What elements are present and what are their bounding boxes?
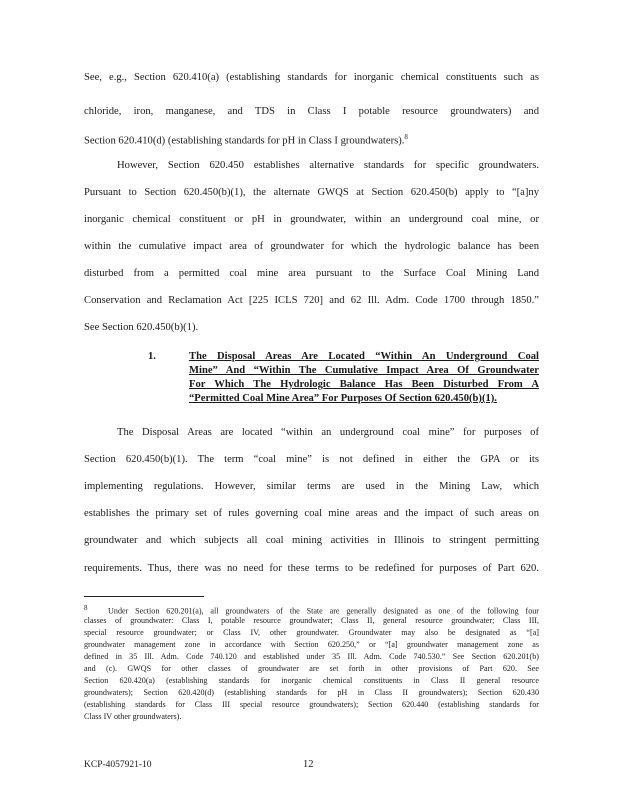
- body-line-3-text: Section 620.410(d) (establishing standards for pH in Class I groundwaters).: [84, 135, 405, 147]
- heading-line-3: [189, 379, 539, 390]
- body-line-8: disturbed from a permitted coal mine area pursuant to the Surface Coal Mining Land: [84, 268, 539, 279]
- footnote-line-6: and (c). GWQS for other classes of groundwater are set forth in other provisions of Part 620. See: [84, 664, 539, 673]
- footnote-line-4: groundwater management zone in accordance with Section 620.250,” or “[a] groundwater management zone as: [84, 640, 539, 649]
- heading-line-2-text: Mine” And “Within The Cumulative Impact Area Of Groundwater: [189, 365, 539, 376]
- body-line-6: inorganic chemical constituent or pH in groundwater, within an underground coal mine, or: [84, 214, 539, 225]
- footnote-marker: 8: [404, 133, 408, 141]
- heading-line-4-text: “Permitted Coal Mine Area” For Purposes Of Section 620.450(b)(1).: [189, 393, 497, 404]
- footnote-line-7: Section 620.420(a) (establishing standards for inorganic chemical constituents in Class II general resource: [84, 676, 539, 685]
- heading-line-4: [189, 393, 539, 404]
- body-line-4: However, Section 620.450 establishes alternative standards for specific groundwaters.: [117, 160, 539, 171]
- heading-line-2: [189, 365, 539, 376]
- body2-line-6: requirements. Thus, there was no need for these terms to be redefined for purposes of Part 620.: [84, 563, 539, 574]
- footnote-line-9: (establishing standards for Class III special resource groundwaters); Section 620.440 (establishing standards for: [84, 700, 539, 709]
- footnote-number: 8: [84, 604, 88, 612]
- footnote-line-8: groundwaters); Section 620.420(d) (establishing standards for pH in Class II groundwaters); Section 620.430: [84, 688, 539, 697]
- body2-line-3: implementing regulations. However, similar terms are used in the Mining Law, which: [84, 481, 539, 492]
- body-line-10: See Section 620.450(b)(1).: [84, 322, 199, 333]
- heading-line-1: [189, 351, 539, 362]
- body-line-3: [84, 133, 539, 147]
- footnote-line-2: classes of groundwater: Class I, potable resource groundwater; Class II, general resource groundwater; Class III,: [84, 616, 539, 625]
- footnote-line-3: special resource groundwater; or Class IV, other groundwater. Groundwater may also be designated as “[a]: [84, 628, 539, 637]
- body2-line-4: establishes the primary set of rules governing coal mine areas and the impact of such areas on: [84, 508, 539, 519]
- footnote-line-1-text: Under Section 620.201(a), all groundwaters of the State are generally designated as one of the following four: [108, 606, 539, 616]
- body2-line-5: groundwater and which subjects all coal mining activities in Illinois to stringent permitting: [84, 535, 539, 546]
- body2-line-1: The Disposal Areas are located “within an underground coal mine” for purposes of: [117, 427, 539, 438]
- body-line-7: within the cumulative impact area of groundwater for which the hydrologic balance has been: [84, 241, 539, 252]
- body-line-2: chloride, iron, manganese, and TDS in Class I potable resource groundwaters) and: [84, 106, 539, 117]
- heading-line-1-text: The Disposal Areas Are Located “Within An Underground Coal: [189, 351, 539, 362]
- footnote-line-5: defined in 35 Ill. Adm. Code 740.120 and established under 35 Ill. Adm. Code 740.530.” See Section 620.201(b): [84, 652, 539, 661]
- footer-document-id: KCP-4057921-10: [84, 760, 152, 770]
- body-line-9: Conservation and Reclamation Act [225 ICLS 720] and 62 Ill. Adm. Code 1700 through 1850.”: [84, 295, 539, 306]
- body2-line-2: Section 620.450(b)(1). The term “coal mine” is not defined in either the GPA or its: [84, 454, 539, 465]
- page-number: 12: [303, 759, 314, 770]
- body-line-5: Pursuant to Section 620.450(b)(1), the alternate GWQS at Section 620.450(b) apply to “[a]ny: [84, 187, 539, 198]
- footnote-line-10: Class IV other groundwaters).: [84, 712, 182, 721]
- body-line-1: See, e.g., Section 620.410(a) (establishing standards for inorganic chemical constituents such as: [84, 72, 539, 83]
- heading-line-3-text: For Which The Hydrologic Balance Has Been Disturbed From A: [189, 379, 539, 390]
- footnote-rule: [84, 596, 204, 597]
- heading-number: 1.: [148, 351, 156, 362]
- footnote-line-1: [84, 604, 539, 616]
